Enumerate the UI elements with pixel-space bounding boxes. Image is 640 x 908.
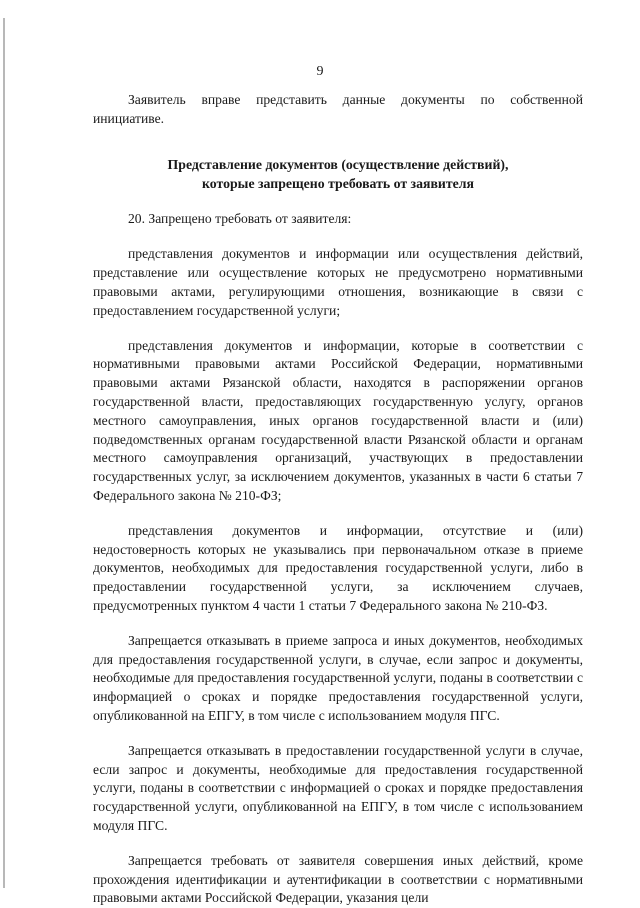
section-heading [93, 155, 583, 193]
page-edge-line [3, 18, 5, 888]
paragraph-5: Запрещается отказывать в предоставлении государственной услуги в случае, если запрос и документы, необходимые для предоставления государственной услуги, поданы в соответствии с информацией о сроках и порядке предоставления государственной услуги, опубликованной на ЕПГУ, в том числе с использованием модуля ПГС. [93, 742, 583, 833]
section-heading-line-1: Представление документов (осуществление действий), [167, 156, 509, 172]
paragraph-6: Запрещается требовать от заявителя совершения иных действий, кроме прохождения идентификации и аутентификации в соответствии с нормативными правовыми актами Российской Федерации, указания цели [93, 852, 583, 906]
paragraph-2: представления документов и информации, которые в соответствии с нормативными правовыми актами Российской Федерации, нормативными правовыми актами Рязанской области, находятся в распоряжении органов государственной власти, предоставляющих государственную услугу, органов местного самоуправления, иных органов государственной власти и (или) подведомственных органам государственной власти Рязанской области и органам местного самоуправления организаций, участвующих в предоставлении государственных услуг, за исключением документов, указанных в части 6 статьи 7 Федерального закона № 210-ФЗ; [93, 337, 583, 503]
clause-20: 20. Запрещено требовать от заявителя: [128, 210, 352, 226]
section-heading-line-2: которые запрещено требовать от заявителя [202, 175, 474, 191]
paragraph-4: Запрещается отказывать в приеме запроса и иных документов, необходимых для предоставления государственной услуги, в случае, если запрос и документы, необходимые для предоставления государственной услуги, поданы в соответствии с информацией о сроках и порядке предоставления государственной услуги, опубликованной на ЕПГУ, в том числе с использованием модуля ПГС. [93, 632, 583, 723]
document-body [93, 91, 583, 908]
page-number: 9 [316, 64, 324, 79]
paragraph-3: представления документов и информации, отсутствие и (или) недостоверность которых не указывались при первоначальном отказе в приеме документов, необходимых для предоставления государственной услуги, либо в предоставлении государственной услуги, за исключением случаев, предусмотренных пунктом 4 части 1 статьи 7 Федерального закона № 210-ФЗ. [93, 522, 583, 613]
paragraph-1: представления документов и информации или осуществления действий, представление или осуществление которых не предусмотрено нормативными правовыми актами, регулирующими отношения, возникающие в связи с предоставлением государственной услуги; [93, 246, 583, 318]
intro-paragraph: Заявитель вправе представить данные документы по собственной инициативе. [93, 92, 583, 126]
